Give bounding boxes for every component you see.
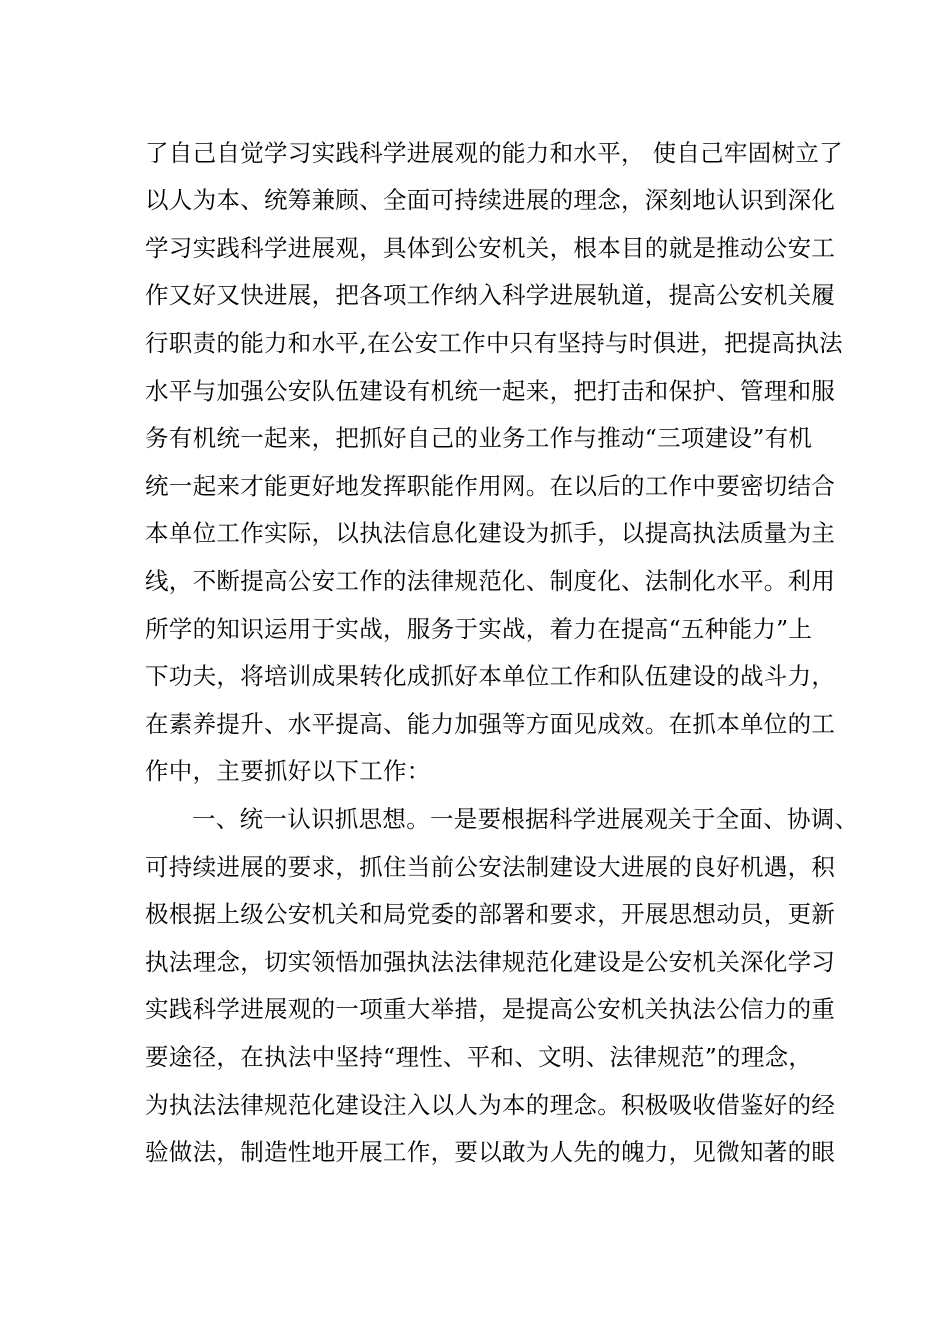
text-line: 水平与加强公安队伍建设有机统一起来，把打击和保护、管理和服 bbox=[145, 377, 836, 405]
text-line: 了自己自觉学习实践科学进展观的能力和水平， 使自己牢固树立了 bbox=[145, 139, 843, 167]
text-line: 行职责的能力和水平,在公安工作中只有坚持与时俱进，把提高执法 bbox=[145, 329, 843, 357]
text-line: 务有机统一起来，把抓好自己的业务工作与推动“三项建设”有机 bbox=[145, 424, 813, 452]
text-line: 统一起来才能更好地发挥职能作用网。在以后的工作中要密切结合 bbox=[145, 472, 836, 500]
text-line: 在素养提升、水平提高、能力加强等方面见成效。在抓本单位的工 bbox=[145, 710, 836, 738]
text-line: 本单位工作实际，以执法信息化建设为抓手，以提高执法质量为主 bbox=[145, 519, 836, 547]
text-line: 下功夫，将培训成果转化成抓好本单位工作和队伍建设的战斗力， bbox=[145, 662, 836, 690]
text-line: 实践科学进展观的一项重大举措，是提高公安机关执法公信力的重 bbox=[145, 995, 836, 1023]
text-line: 执法理念，切实领悟加强执法法律规范化建设是公安机关深化学习 bbox=[145, 948, 836, 976]
text-line: 作中，主要抓好以下工作： bbox=[145, 757, 431, 785]
text-line: 验做法，制造性地开展工作，要以敢为人先的魄力，见微知著的眼 bbox=[145, 1138, 836, 1166]
section-heading-line: 一、统一认识抓思想。一是要根据科学进展观关于全面、协调、 bbox=[192, 805, 859, 833]
text-line: 所学的知识运用于实战，服务于实战，着力在提高“五种能力”上 bbox=[145, 615, 813, 643]
text-line: 以人为本、统筹兼顾、全面可持续进展的理念，深刻地认识到深化 bbox=[145, 186, 836, 214]
text-line: 为执法法律规范化建设注入以人为本的理念。积极吸收借鉴好的经 bbox=[145, 1091, 836, 1119]
text-line: 作又好又快进展，把各项工作纳入科学进展轨道，提高公安机关履 bbox=[145, 281, 836, 309]
text-line: 可持续进展的要求，抓住当前公安法制建设大进展的良好机遇，积 bbox=[145, 853, 836, 881]
text-line: 要途径，在执法中坚持“理性、平和、文明、法律规范”的理念， bbox=[145, 1043, 813, 1071]
text-line: 极根据上级公安机关和局党委的部署和要求，开展思想动员，更新 bbox=[145, 900, 836, 928]
text-line: 学习实践科学进展观，具体到公安机关，根本目的就是推动公安工 bbox=[145, 234, 836, 262]
text-line: 线，不断提高公安工作的法律规范化、制度化、法制化水平。利用 bbox=[145, 567, 836, 595]
